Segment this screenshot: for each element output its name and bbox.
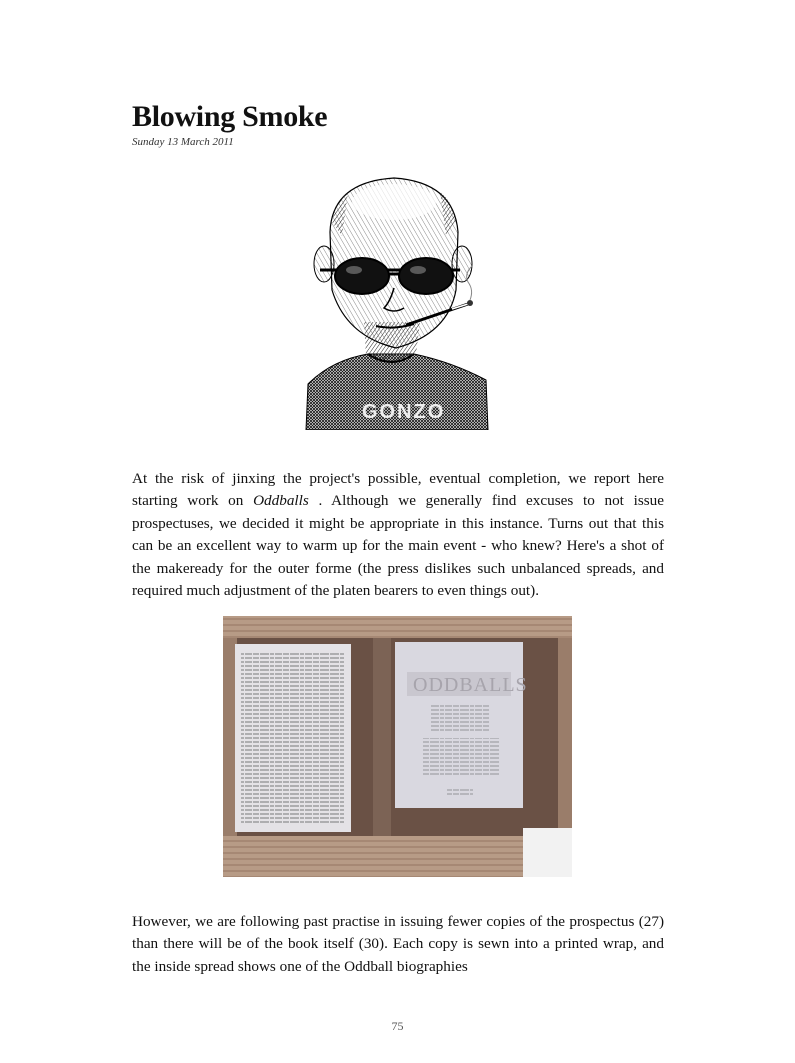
makeready-photo <box>223 616 572 877</box>
svg-text:ODDBALLS: ODDBALLS <box>413 674 528 696</box>
post-title: Blowing Smoke <box>132 100 328 133</box>
portrait-illustration <box>302 172 492 430</box>
paragraph-1-text-end: . Although we generally find excuses to not issue prospectuses, we decided it might be appropriate in this instance. Turns out that this can be an excellent way to warm up for the main event - who knew? Here's a shot of the makeready for the outer forme (the press dislikes such unbalanced spreads, and required much adjustment of the platen bearers to even things out). <box>132 492 664 600</box>
svg-text:GONZO: GONZO <box>362 401 446 423</box>
body-paragraph-1 <box>132 468 664 602</box>
paragraph-1-text-start: At the risk of jinxing the project's possible, eventual completion, we report here starting work on <box>132 470 664 510</box>
page-number: 75 <box>391 1019 404 1033</box>
body-paragraph-2: However, we are following past practise in issuing fewer copies of the prospectus (27) than there will be of the book itself (30). Each copy is sewn into a printed wrap, and the inside spread shows one of the Oddball biographies <box>132 913 664 975</box>
book-title-oddballs: Oddballs <box>253 492 309 510</box>
post-date: Sunday 13 March 2011 <box>132 136 234 148</box>
